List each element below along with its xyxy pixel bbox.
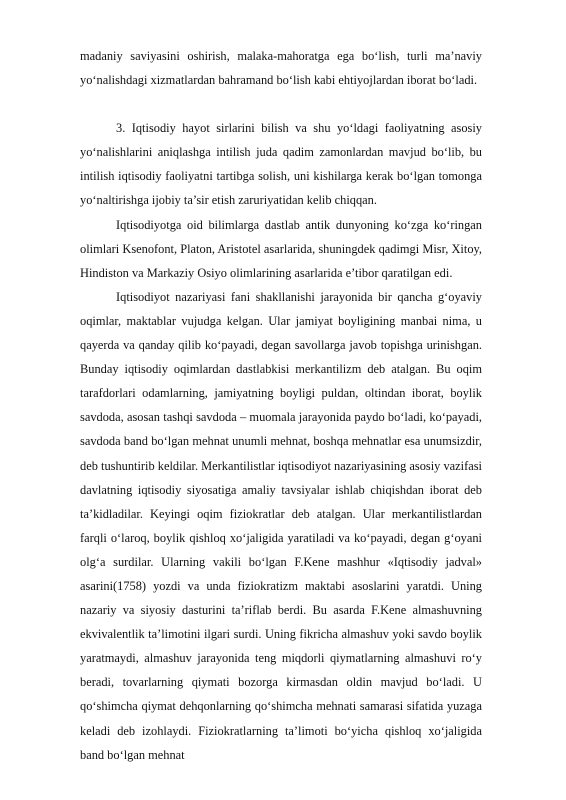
paragraph-point-3: 3. Iqtisodiy hayot sirlarini bilish va shu yo‘ldagi faoliyatning asosiy yo‘nalishlarini aniqlashga intilish juda qadim zamonlardan mavjud bo‘lib, bu intilish iqtisodiy faoliyatni tartibga solish, uni kishilarga kerak bo‘lgan tomonga yo‘naltirishga ijobiy ta’sir etish zaruriyatidan kelib chiqqan. [80, 121, 482, 208]
paragraph-continuation: madaniy saviyasini oshirish, malaka-mahoratga ega bo‘lish, turli ma’naviy yo‘nalishdagi xizmatlardan bahramand bo‘lish kabi ehtiyojlardan iborat bo‘ladi. [80, 49, 482, 88]
paragraph-ancient-scholars: Iqtisodiyotga oid bilimlarga dastlab antik dunyoning ko‘zga ko‘ringan olimlari Ksenofont, Platon, Aristotel asarlarida, shuningdek qadimgi Misr, Xitoy, Hindiston va Markaziy Osiyo olimlarining asarlarida e’tibor qaratilgan edi. [80, 217, 482, 280]
paragraph-economic-schools: Iqtisodiyot nazariyasi fani shakllanishi jarayonida bir qancha g‘oyaviy oqimlar, maktablar vujudga kelgan. Ular jamiyat boyligining manbai nima, u qayerda va qanday qilib ko‘payadi, degan savollarga javob topishga urinishgan. Bunday iqtisodiy oqimlardan dastlabkisi merkantilizm deb atalgan. Bu oqim tarafdorlari odamlarning, jamiyatning boyligi puldan, oltindan iborat, boylik savdoda, asosan tashqi savdoda – muomala jarayonida paydo bo‘ladi, ko‘payadi, savdoda band bo‘lgan mehnat unumli mehnat, boshqa mehnatlar esa unumsizdir, deb tushuntirib keldilar. Merkantilistlar iqtisodiyot nazariyasining asosiy vazifasi davlatning iqtisodiy siyosatiga amaliy tavsiyalar ishlab chiqishdan iborat deb ta’kidladilar. Keyingi oqim fiziokratlar deb atalgan. Ular merkantilistlardan farqli o‘laroq, boylik qishloq xo‘jaligida yaratiladi va ko‘payadi, degan g‘oyani olg‘a surdilar. Ularning vakili bo‘lgan F.Kene mashhur «Iqtisodiy jadval» asarini(1758) yozdi va unda fiziokratizm maktabi asoslarini yaratdi. Uning nazariy va siyosiy dasturini ta’riflab berdi. Bu asarda F.Kene almashuvning ekvivalentlik ta’limotini ilgari surdi. Uning fikricha almashuv yoki savdo boylik yaratmaydi, almashuv jarayonida teng miqdorli qiymatlarning almashuvi ro‘y beradi, tovarlarning qiymati bozorga kirmasdan oldin mavjud bo‘ladi. U qo‘shimcha qiymat dehqonlarning qo‘shimcha mehnati samarasi sifatida yuzaga keladi deb izohlaydi. Fiziokratlarning ta’limoti bo‘yicha qishloq xo‘jaligida band bo‘lgan mehnat [80, 289, 482, 762]
document-body [80, 44, 482, 767]
